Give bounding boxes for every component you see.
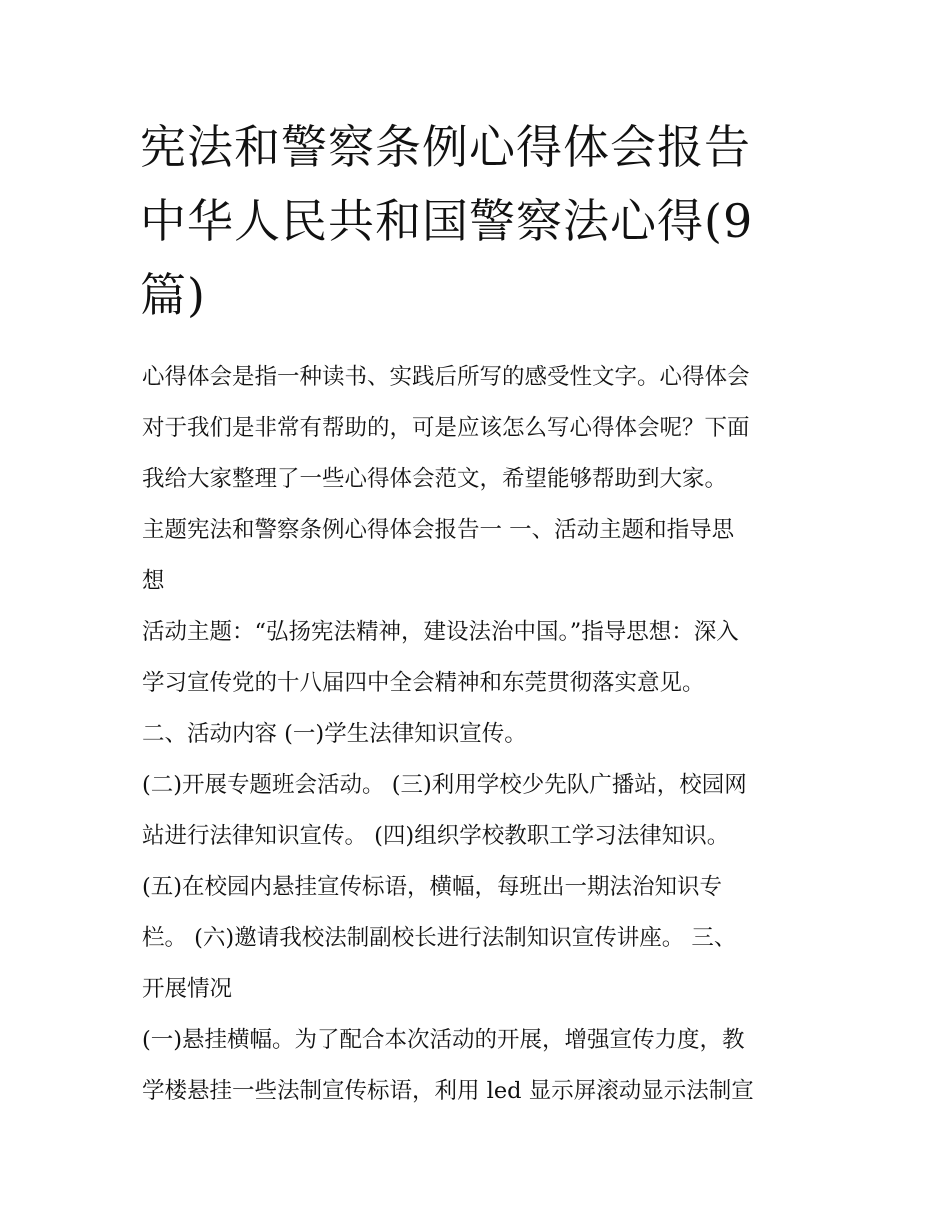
body-line: (一)悬挂横幅。为了配合本次活动的开展，增强宣传力度，教 xyxy=(142,1027,745,1053)
body-line: 活动主题：“弘扬宪法精神，建设法治中国。”指导思想：深入 xyxy=(142,619,739,645)
body-line: 站进行法律知识宣传。 (四)组织学校教职工学习法律知识。 xyxy=(142,823,730,849)
body-line: (五)在校园内悬挂宣传标语，横幅，每班出一期法治知识专 xyxy=(142,874,723,900)
document-title xyxy=(140,110,820,332)
body-line: 想 xyxy=(142,568,165,594)
title-line: 中华人民共和国警察法心得(9 xyxy=(140,194,754,248)
body-line: 开展情况 xyxy=(142,976,233,1002)
body-line: (二)开展专题班会活动。 (三)利用学校少先队广播站，校园网 xyxy=(142,772,747,798)
document-body xyxy=(142,352,822,1117)
body-line: 主题宪法和警察条例心得体会报告一 一、活动主题和指导思 xyxy=(142,517,735,543)
title-line: 篇) xyxy=(140,268,206,322)
body-line: 对于我们是非常有帮助的，可是应该怎么写心得体会呢？下面 xyxy=(142,415,750,441)
body-line: 二、活动内容 (一)学生法律知识宣传。 xyxy=(142,721,527,747)
body-line: 心得体会是指一种读书、实践后所写的感受性文字。心得体会 xyxy=(142,364,750,390)
body-line: 栏。 (六)邀请我校法制副校长进行法制知识宣传讲座。 三、 xyxy=(142,925,737,951)
title-line: 宪法和警察条例心得体会报告 xyxy=(140,120,751,174)
body-line: 学楼悬挂一些法制宣传标语，利用 led 显示屏滚动显示法制宣 xyxy=(142,1078,754,1104)
body-line: 学习宣传党的十八届四中全会精神和东莞贯彻落实意见。 xyxy=(142,670,705,696)
body-line: 我给大家整理了一些心得体会范文，希望能够帮助到大家。 xyxy=(142,466,728,492)
